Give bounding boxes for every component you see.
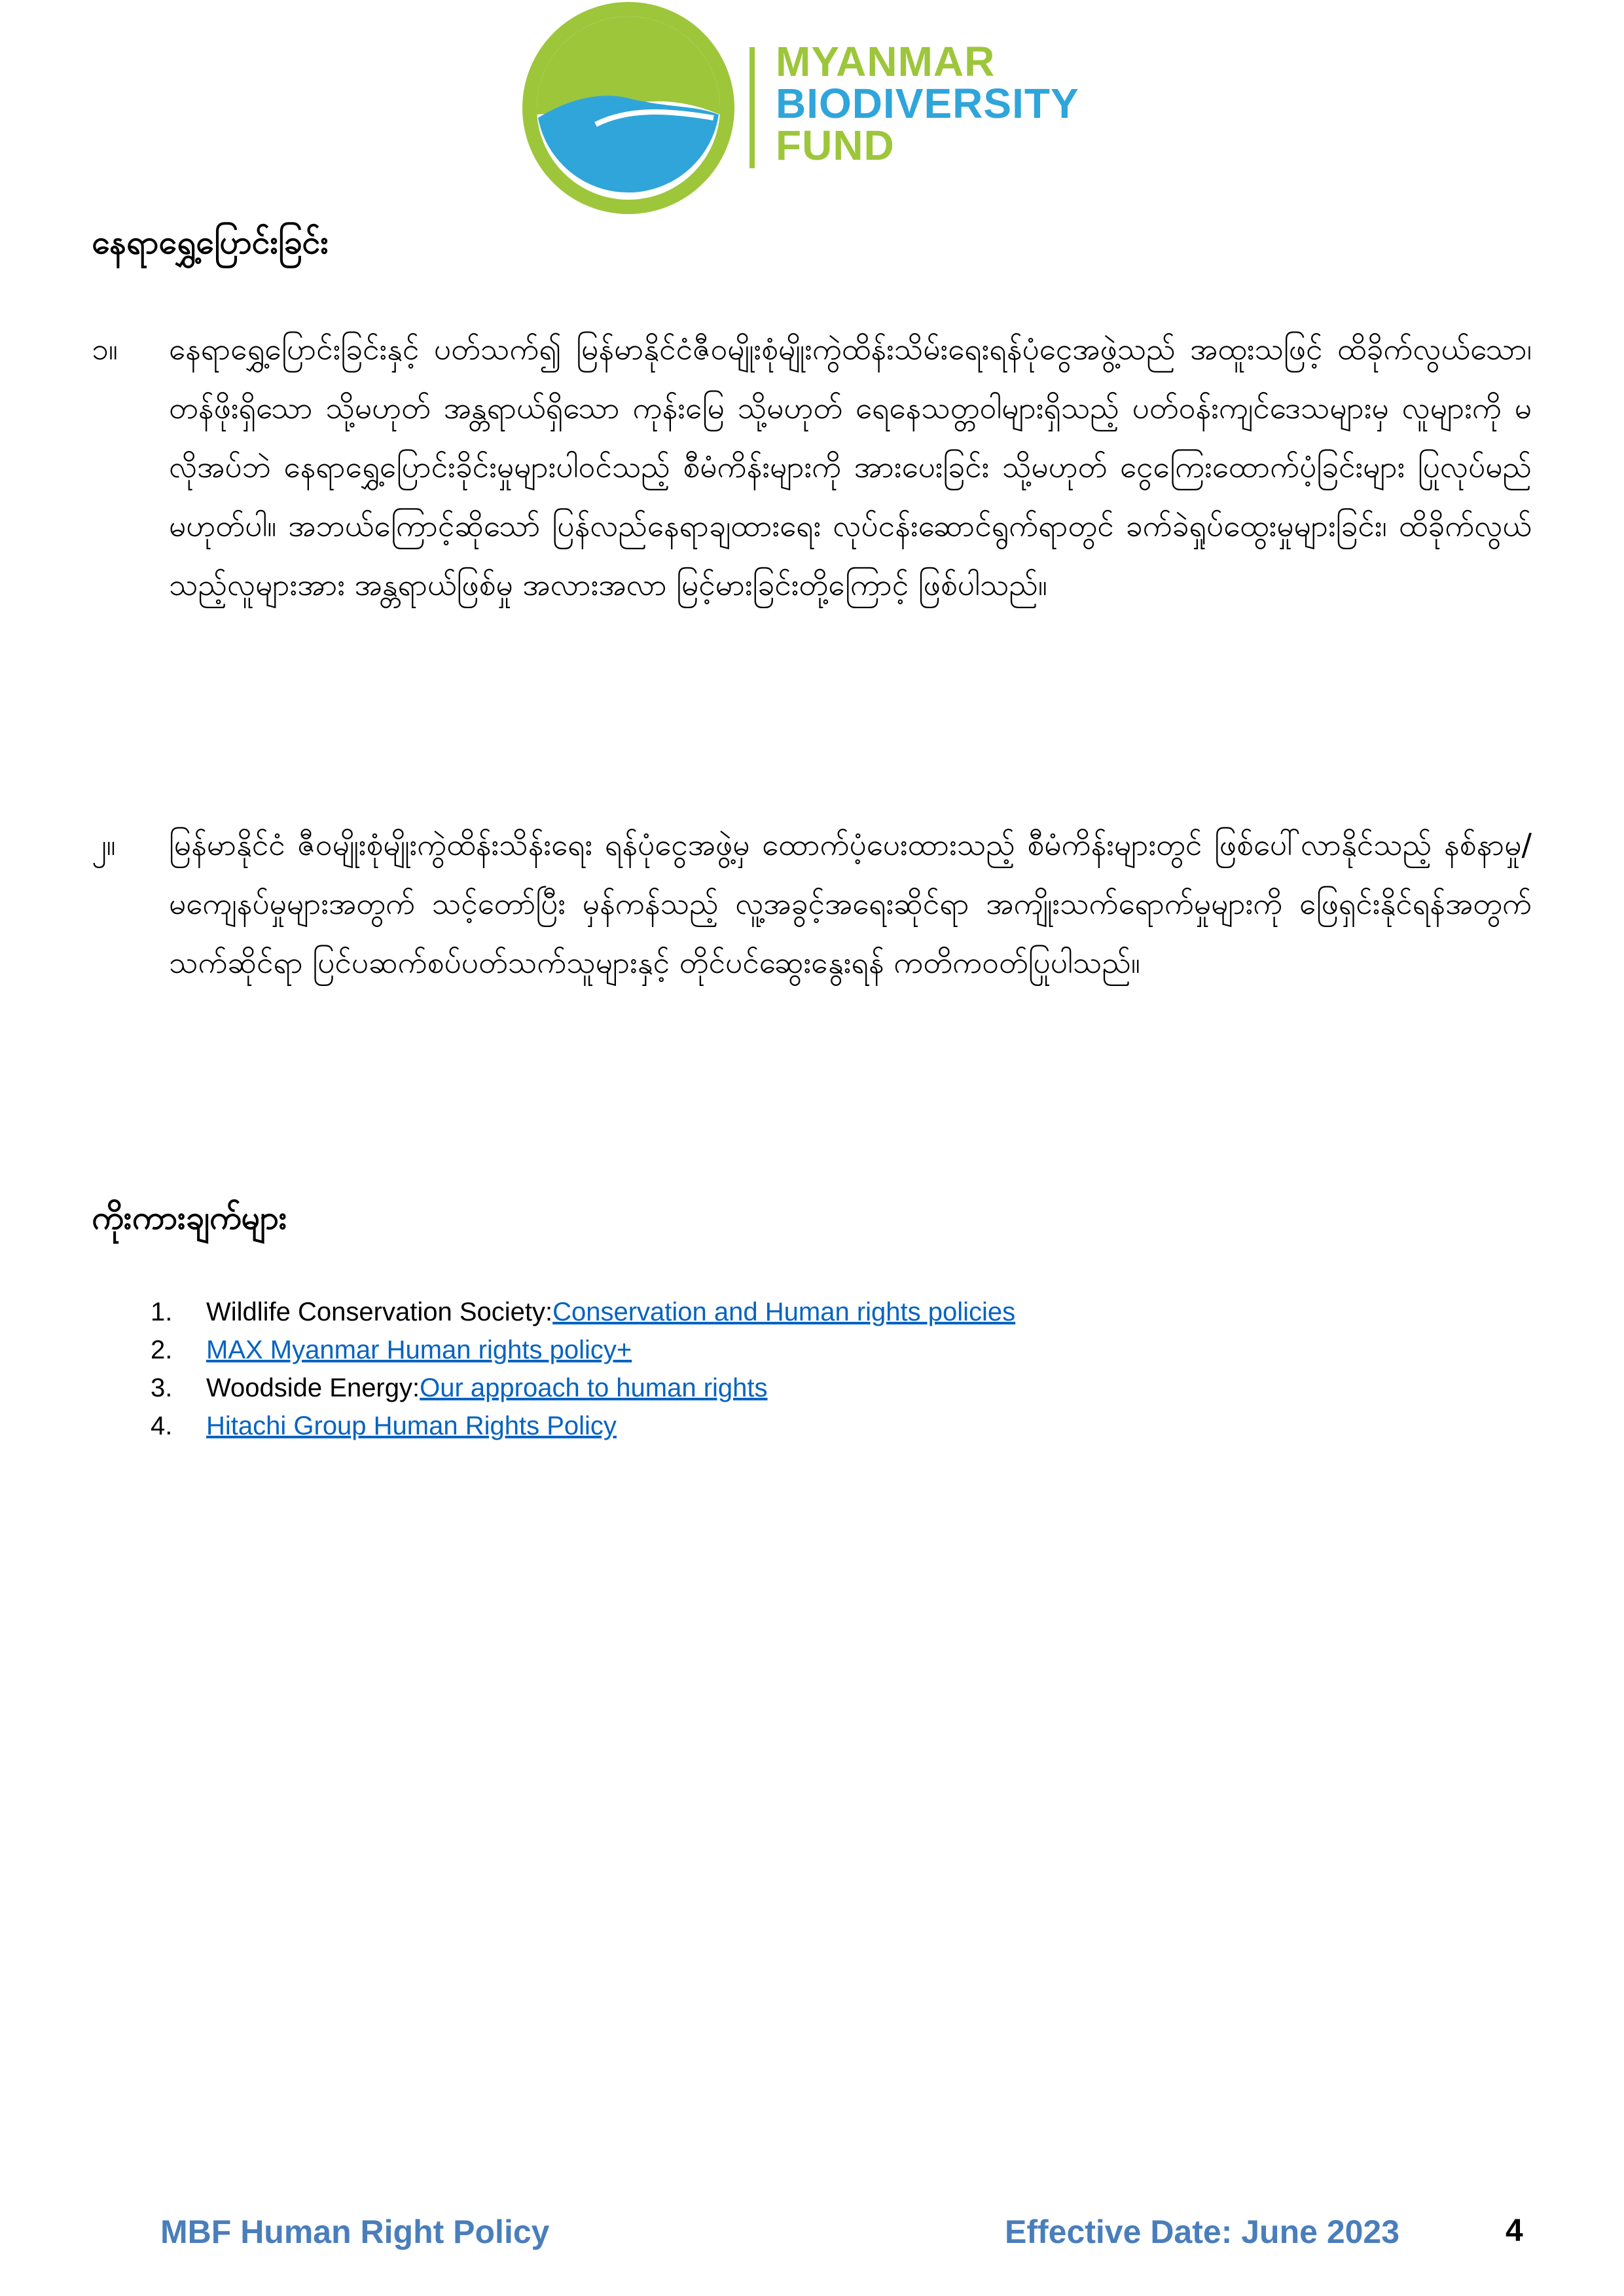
reference-prefix: Wildlife Conservation Society:	[206, 1298, 553, 1326]
reference-link[interactable]: Hitachi Group Human Rights Policy	[206, 1412, 617, 1440]
paragraph-text: နေရာရွှေ့ပြောင်းခြင်းနှင့် ပတ်သက်၍ မြန်မာနိုင်ငံဇီဝမျိုးစုံမျိုးကွဲထိန်းသိမ်းရေးရန်ပုံငွေအဖွဲ့သည် အထူးသဖြင့် ထိခိုက်လွယ်သော၊ တန်ဖိုးရှိသော သို့မဟုတ် အန္တရာယ်ရှိသော ကုန်းမြေ သို့မဟုတ် ရေနေသတ္တဝါများရှိသည့် ပတ်ဝန်းကျင်ဒေသများမှ လူများကို မလိုအပ်ဘဲ နေရာရွှေ့ပြောင်းခိုင်းမှုများပါဝင်သည့် စီမံကိန်းများကို အားပေးခြင်း သို့မဟုတ် ငွေကြေးထောက်ပံ့ခြင်းများ ပြုလုပ်မည်မဟုတ်ပါ။ အဘယ်ကြောင့်ဆိုသော် ပြန်လည်နေရာချထားရေး လုပ်ငန်းဆောင်ရွက်ရာတွင် ခက်ခဲရှုပ်ထွေးမှုများခြင်း၊ ထိခိုက်လွယ်သည့်လူများအား အန္တရာယ်ဖြစ်မှု အလားအလာ မြင့်မားခြင်းတို့ကြောင့် ဖြစ်ပါသည်။	[169, 331, 1532, 602]
list-item	[151, 1369, 1015, 1407]
section-title-relocation: နေရာရွှေ့ပြောင်းခြင်း	[92, 223, 329, 261]
paragraph-text: မြန်မာနိုင်ငံ ဇီဝမျိုးစုံမျိုးကွဲထိန်းသိန်းရေး ရန်ပုံငွေအဖွဲ့မှ ထောက်ပံ့ပေးထားသည့် စီမံကိန်းများတွင် ဖြစ်ပေါ်လာနိုင်သည့် နစ်နာမှု/မကျေနပ်မှုများအတွက် သင့်တော်ပြီး မှန်ကန်သည့် လူ့အခွင့်အရေးဆိုင်ရာ အကျိုးသက်ရောက်မှုများကို ဖြေရှင်းနိုင်ရန်အတွက် သက်ဆိုင်ရာ ပြင်ပဆက်စပ်ပတ်သက်သူများနှင့် တိုင်ပင်ဆွေးနွေးရန် ကတိကဝတ်ပြုပါသည်။	[169, 827, 1532, 980]
reference-number: 3.	[151, 1374, 173, 1402]
page-number: 4	[1506, 2214, 1523, 2248]
logo-line-1: MYANMAR	[776, 38, 996, 85]
reference-number: 1.	[151, 1298, 173, 1326]
reference-prefix: Woodside Energy:	[206, 1374, 420, 1402]
paragraph-number: ၁။	[92, 331, 118, 367]
logo-wordmark	[776, 38, 1079, 169]
reference-link[interactable]: Conservation and Human rights policies	[552, 1298, 1016, 1326]
paragraph-1	[92, 319, 1532, 614]
logo-line-3: FUND	[776, 122, 895, 169]
reference-number: 2.	[151, 1336, 173, 1364]
reference-link[interactable]: MAX Myanmar Human rights policy+	[206, 1336, 632, 1364]
reference-link[interactable]: Our approach to human rights	[420, 1374, 768, 1402]
logo-divider	[749, 47, 755, 168]
logo-line-2: BIODIVERSITY	[776, 80, 1079, 127]
paragraph-number: ၂။	[92, 827, 116, 862]
list-item	[151, 1293, 1015, 1331]
list-item	[151, 1407, 1015, 1445]
reference-number: 4.	[151, 1412, 173, 1440]
paragraph-2	[92, 815, 1532, 992]
section-title-references: ကိုးကားချက်များ	[92, 1199, 287, 1237]
reference-list	[151, 1293, 1015, 1445]
list-item	[151, 1331, 1015, 1369]
logo-emblem-icon	[517, 0, 740, 216]
footer-effective-date: Effective Date: June 2023	[1005, 2214, 1400, 2250]
footer-title: MBF Human Right Policy	[160, 2214, 550, 2250]
